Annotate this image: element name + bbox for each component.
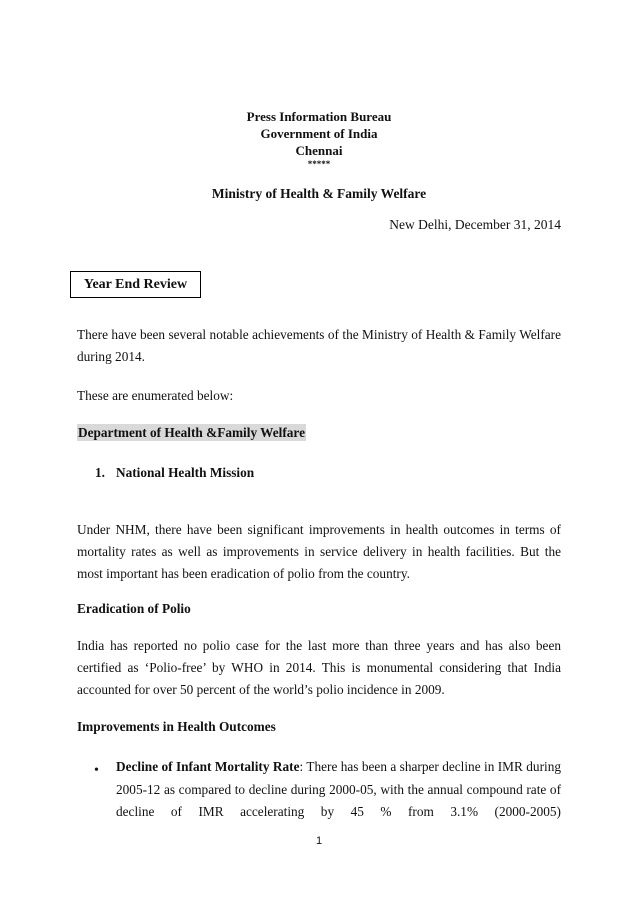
ministry-title: Ministry of Health & Family Welfare	[211, 186, 427, 201]
bullet-body: : There has been a sharper decline in IMR during 2005-12 as compared to decline during 2000-05, with the annual compound rate of decline of IMR accelerating by 45 % from 3.1% (2000-2005)	[116, 759, 561, 819]
header-bureau: Press Information Bureau	[246, 109, 392, 124]
year-end-review-box: Year End Review	[70, 271, 201, 298]
header-stars: *****	[307, 159, 331, 169]
intro-paragraph: There have been several notable achievements of the Ministry of Health & Family Welfare during 2014.	[77, 327, 561, 364]
bullet-infant-mortality	[116, 756, 561, 824]
section-national-health-mission	[95, 465, 254, 481]
enumerated-text: These are enumerated below:	[77, 388, 234, 403]
dateline: New Delhi, December 31, 2014	[389, 217, 561, 232]
header-government: Government of India	[260, 126, 378, 141]
section-number: 1.	[95, 465, 105, 480]
outcomes-heading: Improvements in Health Outcomes	[77, 719, 276, 734]
header-city: Chennai	[295, 143, 343, 158]
bullet-label: Decline of Infant Mortality Rate	[116, 759, 300, 774]
nhm-paragraph: Under NHM, there have been significant improvements in health outcomes in terms of mortality rates as well as improvements in service delivery in health facilities. But the most important has been eradication of polio from the country.	[77, 522, 561, 581]
department-heading	[77, 425, 306, 441]
page-number: 1	[315, 835, 323, 847]
bullet-marker: •	[94, 763, 99, 778]
polio-heading: Eradication of Polio	[77, 601, 191, 616]
department-heading-text: Department of Health &Family Welfare	[78, 425, 305, 440]
polio-paragraph: India has reported no polio case for the last more than three years and has also been certified as ‘Polio-free’ by WHO in 2014. This is monumental considering that India accounted for over 50 percent of the world’s polio incidence in 2009.	[77, 638, 561, 697]
section-title: National Health Mission	[116, 465, 255, 480]
